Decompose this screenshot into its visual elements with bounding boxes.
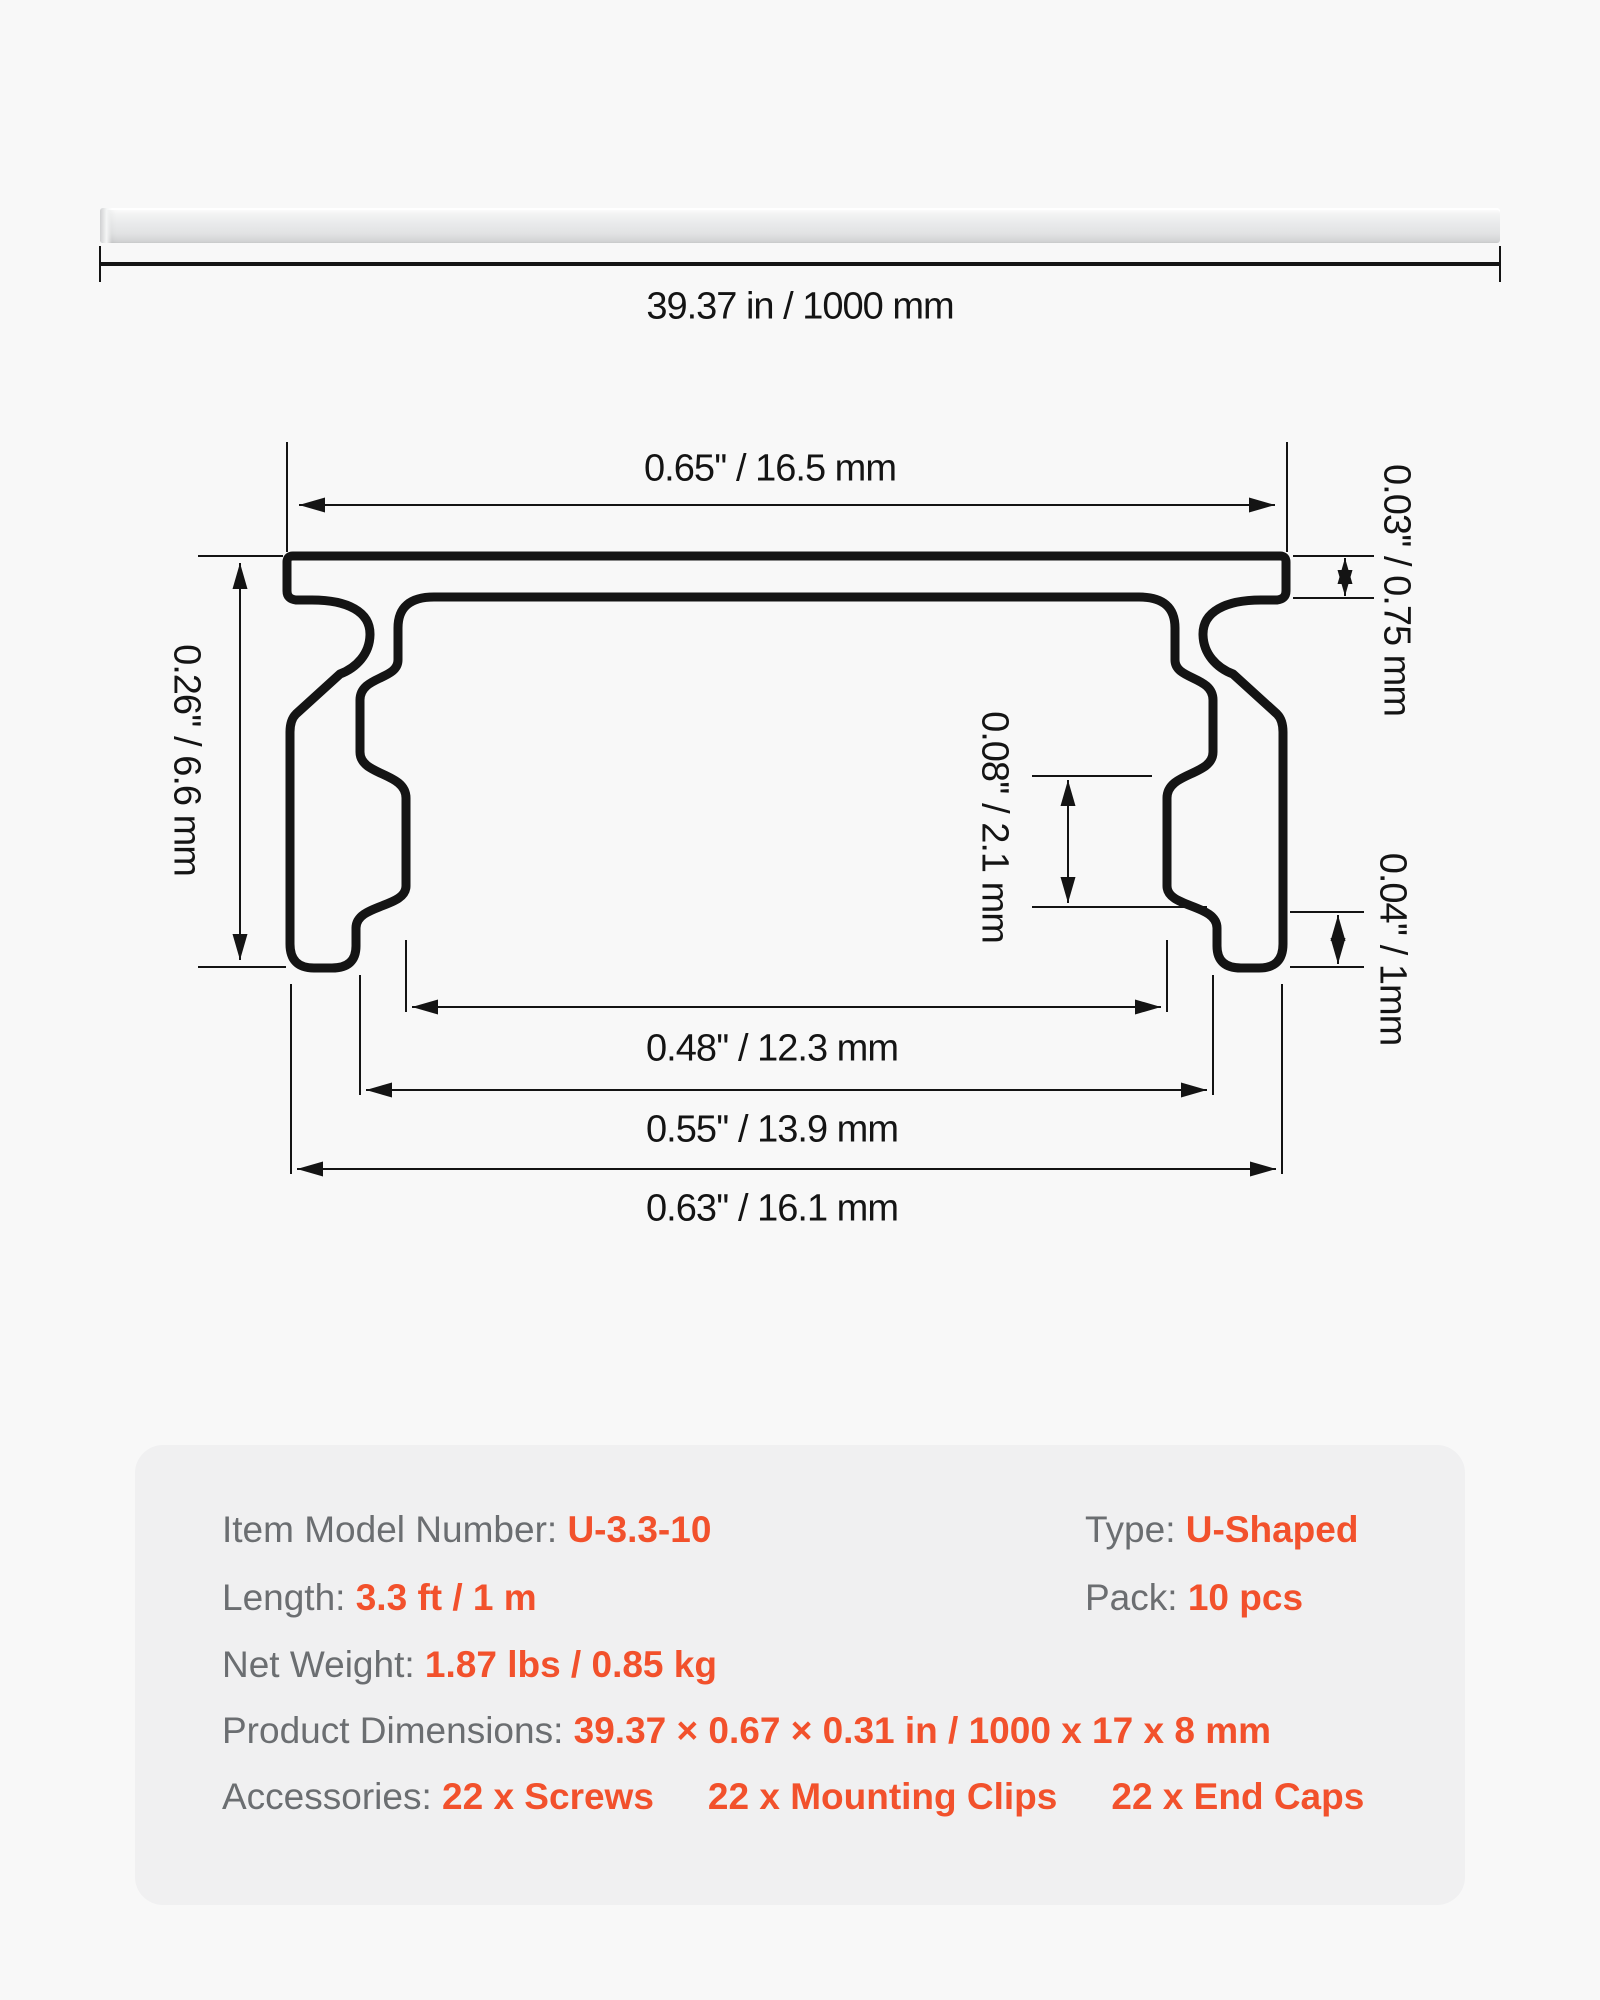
length-dimension-line <box>100 246 1500 282</box>
spec-type <box>1085 1511 1358 1548</box>
spec-net-weight <box>222 1646 717 1683</box>
spec-pack-value: 10 pcs <box>1187 1577 1304 1618</box>
spec-accessories <box>222 1778 1364 1815</box>
spec-type-label: Type: <box>1085 1509 1186 1550</box>
spec-product-dimensions <box>222 1712 1271 1749</box>
middle-width-label: 0.55'' / 13.9 mm <box>646 1108 898 1151</box>
length-dimension-label: 39.37 in / 1000 mm <box>646 285 954 328</box>
spec-pack <box>1085 1579 1303 1616</box>
spec-model-number-value: U-3.3-10 <box>567 1509 712 1550</box>
foot-thickness-label: 0.04'' / 1mm <box>1371 852 1414 1046</box>
height-dimension <box>198 556 286 967</box>
inner-width-label: 0.48'' / 12.3 mm <box>646 1027 898 1070</box>
overall-height-label: 0.26'' / 6.6 mm <box>165 644 208 876</box>
spec-length <box>222 1579 537 1616</box>
spec-model-number <box>222 1511 711 1548</box>
flange-thickness-label: 0.03'' / 0.75 mm <box>1375 464 1418 716</box>
pocket-height-label: 0.08'' / 2.1 mm <box>973 711 1016 943</box>
inner-width-dimension <box>406 940 1167 1012</box>
spec-product-dimensions-value: 39.37 × 0.67 × 0.31 in / 1000 x 17 x 8 mm <box>573 1710 1272 1751</box>
spec-model-number-label: Item Model Number: <box>222 1509 568 1550</box>
spec-type-value: U-Shaped <box>1185 1509 1359 1550</box>
spec-length-label: Length: <box>222 1577 356 1618</box>
spec-net-weight-label: Net Weight: <box>222 1644 425 1685</box>
spec-product-dimensions-label: Product Dimensions: <box>222 1710 574 1751</box>
spec-pack-label: Pack: <box>1085 1577 1188 1618</box>
spec-accessory-screws: 22 x Screws <box>442 1776 654 1817</box>
flange-thickness-dimension <box>1293 556 1374 598</box>
spec-net-weight-value: 1.87 lbs / 0.85 kg <box>424 1644 717 1685</box>
top-width-label: 0.65'' / 16.5 mm <box>644 447 896 490</box>
bottom-width-label: 0.63'' / 16.1 mm <box>646 1187 898 1230</box>
spec-accessory-endcaps: 22 x End Caps <box>1111 1776 1365 1817</box>
spec-accessory-clips: 22 x Mounting Clips <box>707 1776 1058 1817</box>
spec-length-value: 3.3 ft / 1 m <box>355 1577 537 1618</box>
foot-thickness-dimension <box>1290 912 1364 967</box>
spec-accessories-label: Accessories: <box>222 1776 443 1817</box>
pocket-height-dimension <box>1032 776 1207 907</box>
